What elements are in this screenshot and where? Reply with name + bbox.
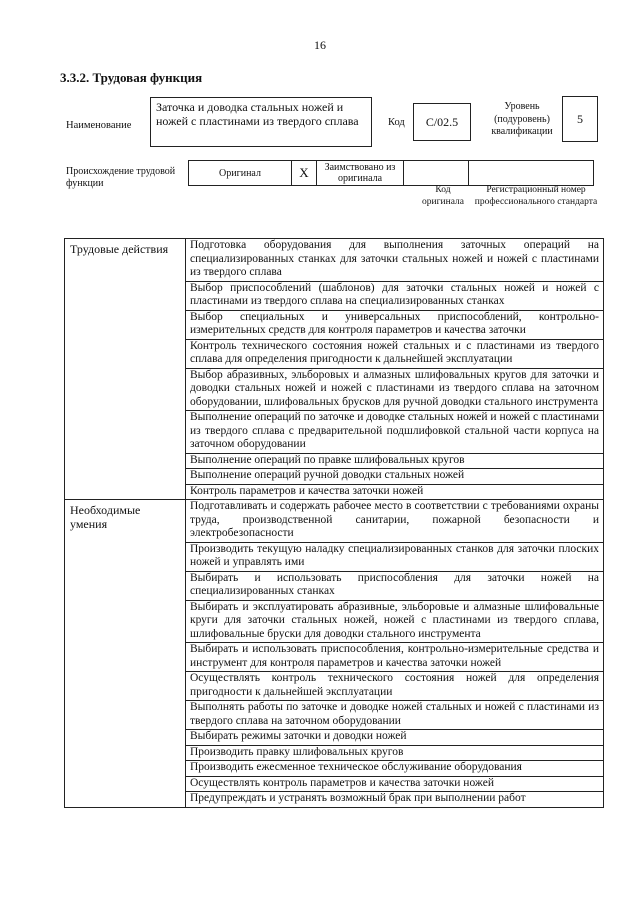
skill-item: Осуществлять контроль технического состояния ножей для определения пригодности к дальнейшей эксплуатации — [186, 672, 604, 701]
labor-action-item: Выбор абразивных, эльборовых и алмазных шлифовальных кругов для заточки и доводки стальных ножей и ножей с пластинами из твердого сплава на заточном оборудовании, шлифовальных брусков для ручной доводки стального инструмента — [186, 368, 604, 411]
skill-item: Выбирать и использовать приспособления для заточки ножей на специализированных станках — [186, 571, 604, 600]
table-row — [65, 239, 604, 282]
labor-action-item: Выполнение операций по правке шлифовальных кругов — [186, 453, 604, 469]
function-code-box: C/02.5 — [413, 103, 471, 141]
labor-action-item: Выбор приспособлений (шаблонов) для заточки стальных ножей и ножей с пластинами из твердого сплава на специализированных станках — [186, 281, 604, 310]
reg-number-cell — [469, 161, 594, 186]
skill-item: Производить правку шлифовальных кругов — [186, 745, 604, 761]
skill-item: Производить ежесменное техническое обслуживание оборудования — [186, 761, 604, 777]
skill-item: Подготавливать и содержать рабочее место в соответствии с требованиями охраны труда, производственной санитарии, пожарной безопасности и электробезопасности — [186, 500, 604, 543]
code-original-cell — [404, 161, 469, 186]
function-details-table — [64, 238, 604, 808]
function-name-box: Заточка и доводка стальных ножей и ножей с пластинами из твердого сплава — [150, 97, 372, 147]
labor-action-item: Контроль технического состояния ножей стальных и с пластинами из твердого сплава для определения пригодности к дальнейшей эксплуатации — [186, 339, 604, 368]
reg-number-label: Регистрационный номер профессионального стандарта — [474, 185, 598, 207]
qualification-level-label: Уровень (подуровень) квалификации — [491, 101, 553, 137]
page-number: 16 — [314, 38, 326, 52]
labor-action-item: Контроль параметров и качества заточки ножей — [186, 484, 604, 500]
code-label: Код — [388, 117, 405, 128]
original-label: Оригинал — [189, 161, 292, 186]
skill-item: Предупреждать и устранять возможный брак при выполнении работ — [186, 792, 604, 808]
name-label: Наименование — [66, 120, 132, 131]
origin-label: Происхождение трудовой функции — [66, 166, 176, 189]
original-mark: X — [292, 161, 317, 186]
labor-action-item: Выбор специальных и универсальных приспособлений, контрольно-измерительных средств для контроля параметров и качества заточки — [186, 310, 604, 339]
labor-actions-label: Трудовые действия — [65, 239, 186, 500]
borrowed-label: Заимствовано из оригинала — [317, 161, 404, 186]
skill-item: Выбирать и эксплуатировать абразивные, эльборовые и алмазные шлифовальные круги для заточки стальных ножей, ножей с пластинами из твердого сплава, шлифовальные бруски для доводки стального инструмента — [186, 600, 604, 643]
skill-item: Производить текущую наладку специализированных станков для заточки плоских ножей и управлять ими — [186, 542, 604, 571]
skill-item: Осуществлять контроль параметров и качества заточки ножей — [186, 776, 604, 792]
skill-item: Выбирать режимы заточки и доводки ножей — [186, 730, 604, 746]
code-original-label: Код оригинала — [422, 185, 464, 207]
table-row — [65, 500, 604, 543]
section-title: 3.3.2. Трудовая функция — [60, 70, 203, 85]
labor-action-item: Выполнение операций по заточке и доводке стальных ножей и ножей с пластинами из твердого сплава с предварительной подшлифовкой стальной части корпуса на заточном оборудовании — [186, 411, 604, 454]
origin-table — [188, 160, 594, 186]
skill-item: Выбирать и использовать приспособления, контрольно-измерительные средства и инструмент для контроля параметров и качества заточки ножей — [186, 643, 604, 672]
required-skills-label: Необходимые умения — [65, 500, 186, 808]
labor-action-item: Подготовка оборудования для выполнения заточных операций на специализированных станках для заточки стальных ножей и ножей с пластинами из твердого сплава — [186, 239, 604, 282]
qualification-level-box: 5 — [562, 96, 598, 142]
labor-action-item: Выполнение операций ручной доводки стальных ножей — [186, 469, 604, 485]
skill-item: Выполнять работы по заточке и доводке ножей стальных и ножей с пластинами из твердого сплава на заточном оборудовании — [186, 701, 604, 730]
